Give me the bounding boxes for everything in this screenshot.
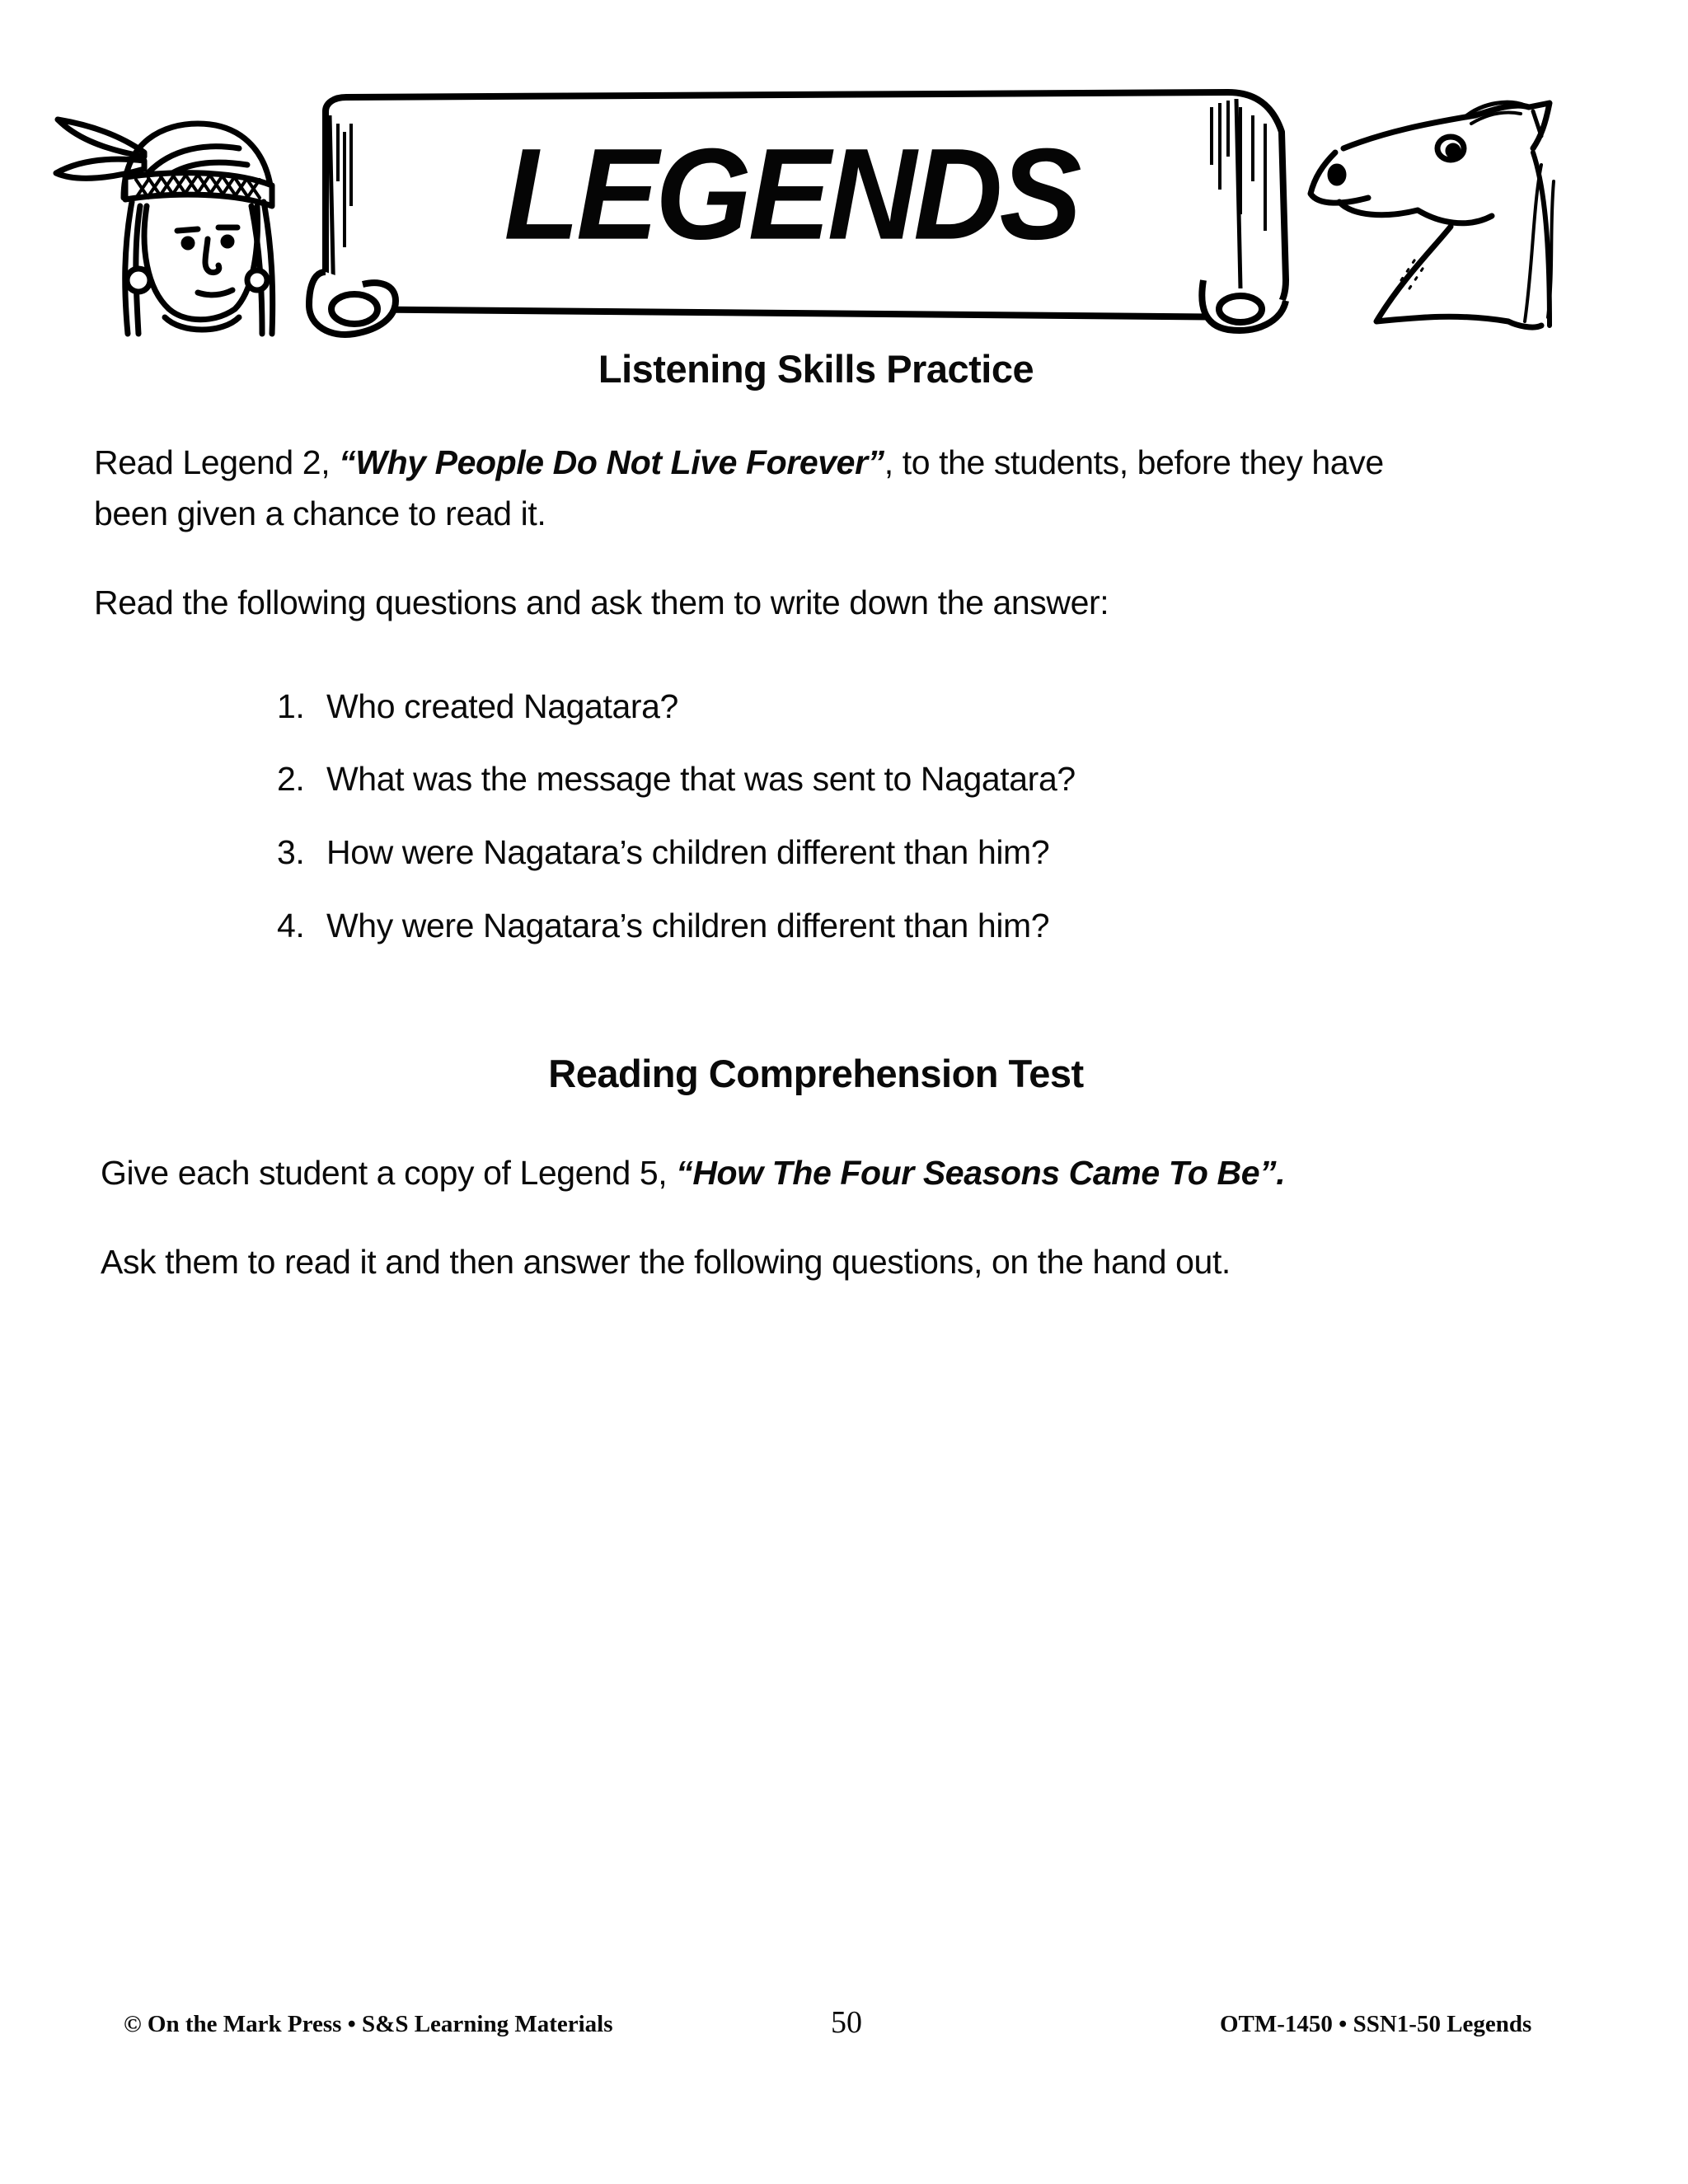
intro-prefix: Read Legend 2, (94, 443, 340, 481)
banner-title: LEGENDS (504, 120, 1079, 267)
question-number: 4. (277, 907, 305, 944)
question-text: Who created Nagatara? (326, 687, 678, 725)
question-number: 3. (277, 833, 305, 871)
footer-product-code: OTM-1450 • SSN1-50 Legends (1220, 2011, 1532, 2037)
horse-head-icon (1311, 102, 1554, 327)
intro-line-2: been given a chance to read it. (94, 494, 546, 532)
footer-copyright: © On the Mark Press • S&S Learning Materials (124, 2011, 613, 2037)
section-heading-reading: Reading Comprehension Test (548, 1052, 1084, 1095)
question-text: How were Nagatara’s children different than him? (326, 833, 1050, 871)
question-item (277, 907, 1049, 945)
page-number: 50 (831, 2005, 862, 2040)
girl-portrait-icon (56, 120, 273, 334)
copy-instruction-prefix: Give each student a copy of Legend 5, (101, 1154, 677, 1192)
legend-5-title: “How The Four Seasons Came To Be”. (676, 1154, 1286, 1192)
question-number: 1. (277, 687, 305, 725)
read-instruction: Ask them to read it and then answer the following questions, on the hand out. (101, 1243, 1231, 1281)
instruction-text: Read the following questions and ask them to write down the answer: (94, 583, 1109, 621)
question-text: Why were Nagatara’s children different than him? (326, 907, 1050, 944)
intro-suffix: , to the students, before they have (884, 443, 1384, 481)
question-text: What was the message that was sent to Nagatara? (326, 760, 1076, 798)
question-number: 2. (277, 760, 305, 798)
section-heading-listening: Listening Skills Practice (598, 347, 1034, 391)
question-item (277, 760, 1076, 799)
legend-2-title: “Why People Do Not Live Forever” (339, 443, 884, 481)
intro-paragraph (94, 437, 1384, 539)
copy-instruction (101, 1147, 1285, 1198)
question-item (277, 687, 678, 726)
question-item (277, 833, 1049, 872)
